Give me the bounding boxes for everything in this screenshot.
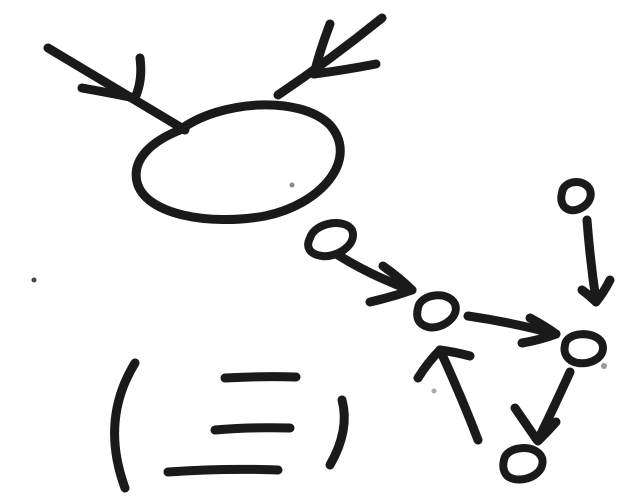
edge-n4-n3 [582, 220, 610, 302]
incoming-arrow-right [278, 18, 382, 95]
node-n2 [417, 295, 456, 327]
speck [32, 278, 37, 283]
edge-n1-n2 [338, 255, 412, 302]
node-n1 [308, 223, 353, 256]
speck [601, 363, 607, 369]
edge-n3-n5 [515, 372, 570, 441]
incoming-arrow-left [48, 48, 185, 130]
node-n3 [565, 334, 603, 363]
speck [290, 183, 295, 188]
node-n5 [503, 448, 542, 479]
node-n4 [561, 182, 590, 210]
edge-n5-n2 [418, 350, 478, 440]
symbol-san [115, 363, 345, 488]
speck [432, 389, 437, 394]
edge-n2-n3 [468, 316, 556, 343]
